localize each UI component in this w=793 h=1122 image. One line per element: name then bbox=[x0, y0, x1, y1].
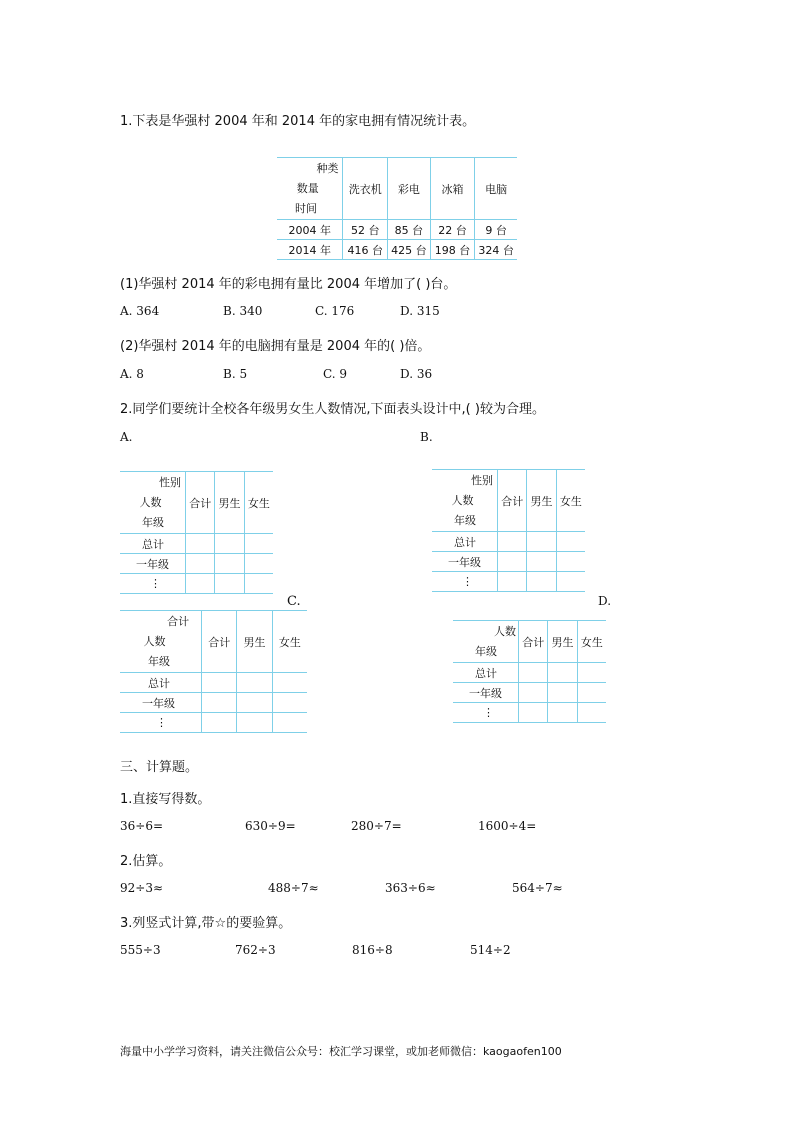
question-1-title: 1.下表是华强村 2004 年和 2014 年的家电拥有情况统计表。 bbox=[120, 114, 476, 129]
table-cell: 324 台 bbox=[475, 240, 517, 260]
header-option-d-table bbox=[453, 620, 606, 723]
row-label: ⋮ bbox=[453, 703, 519, 723]
row-label: 总计 bbox=[120, 673, 202, 693]
column-header: 男生 bbox=[215, 472, 244, 534]
column-header: 女生 bbox=[272, 611, 307, 673]
calc-item: 1600÷4= bbox=[478, 819, 537, 833]
choice-c-label: C. bbox=[287, 594, 301, 609]
header-quantity: 数量 bbox=[296, 181, 319, 195]
row-label: 一年级 bbox=[120, 693, 202, 713]
column-header: 女生 bbox=[556, 470, 585, 532]
subquestion-2: (2)华强村 2014 年的电脑拥有量是 2004 年的( )倍。 bbox=[120, 339, 431, 354]
choice-a-label: A. bbox=[120, 430, 133, 444]
column-header: 合计 bbox=[202, 611, 237, 673]
diagonal-header bbox=[277, 158, 343, 220]
diagonal-header bbox=[432, 470, 498, 532]
header-grade: 年级 bbox=[142, 515, 164, 529]
calc-item: 363÷6≈ bbox=[385, 881, 436, 895]
calc-item: 630÷9= bbox=[245, 819, 296, 833]
table-cell: 425 台 bbox=[388, 240, 431, 260]
header-option-c-table bbox=[120, 610, 307, 733]
header-gender: 性别 bbox=[471, 473, 494, 487]
calc-1-title: 1.直接写得数。 bbox=[120, 792, 211, 807]
column-header: 合计 bbox=[186, 472, 215, 534]
header-count: 人数 bbox=[494, 624, 517, 638]
table-row bbox=[432, 552, 585, 572]
diagonal-header bbox=[120, 472, 186, 534]
option-d: D. 36 bbox=[400, 367, 433, 381]
column-header: 冰箱 bbox=[430, 158, 475, 220]
table-cell: 22 台 bbox=[430, 220, 475, 240]
diagonal-header bbox=[120, 611, 202, 673]
column-header: 男生 bbox=[237, 611, 272, 673]
question-2-title: 2.同学们要统计全校各年级男女生人数情况,下面表头设计中,( )较为合理。 bbox=[120, 402, 545, 417]
header-gender: 性别 bbox=[159, 475, 182, 489]
row-label: ⋮ bbox=[120, 713, 202, 733]
footer-note: 海量中小学学习资料，请关注微信公众号：校汇学习课堂，或加老师微信：kaogaofen100 bbox=[120, 1045, 562, 1058]
option-b: B. 5 bbox=[223, 367, 248, 381]
row-label: ⋮ bbox=[432, 572, 498, 592]
row-label: ⋮ bbox=[120, 574, 186, 594]
calc-item: 564÷7≈ bbox=[512, 881, 563, 895]
column-header: 男生 bbox=[548, 621, 577, 663]
row-label: 总计 bbox=[120, 534, 186, 554]
appliance-table bbox=[277, 157, 517, 260]
option-a: A. 8 bbox=[120, 367, 144, 381]
table-row bbox=[120, 534, 273, 554]
table-row bbox=[432, 532, 585, 552]
option-d: D. 315 bbox=[400, 304, 440, 318]
table-cell: 416 台 bbox=[343, 240, 388, 260]
table-row bbox=[277, 240, 517, 260]
calc-item: 36÷6= bbox=[120, 819, 164, 833]
choice-d-label: D. bbox=[598, 594, 612, 608]
option-c: C. 176 bbox=[315, 304, 355, 318]
table-row bbox=[120, 554, 273, 574]
calc-item: 514÷2 bbox=[470, 943, 511, 957]
table-cell: 85 台 bbox=[388, 220, 431, 240]
row-label: 总计 bbox=[432, 532, 498, 552]
column-header: 洗衣机 bbox=[343, 158, 388, 220]
header-time: 时间 bbox=[295, 201, 317, 215]
calc-item: 280÷7= bbox=[351, 819, 402, 833]
table-row bbox=[453, 703, 606, 723]
calc-3-title: 3.列竖式计算,带☆的要验算。 bbox=[120, 916, 292, 931]
calc-item: 488÷7≈ bbox=[268, 881, 319, 895]
subquestion-1: (1)华强村 2014 年的彩电拥有量比 2004 年增加了( )台。 bbox=[120, 277, 457, 292]
option-a: A. 364 bbox=[120, 304, 160, 318]
header-total: 合计 bbox=[167, 614, 190, 628]
choice-b-label: B. bbox=[420, 430, 433, 444]
diagonal-header bbox=[453, 621, 519, 663]
row-label: 2014 年 bbox=[277, 240, 343, 260]
table-cell: 9 台 bbox=[475, 220, 517, 240]
calc-item: 92÷3≈ bbox=[120, 881, 164, 895]
calc-item: 762÷3 bbox=[235, 943, 276, 957]
table-cell: 52 台 bbox=[343, 220, 388, 240]
column-header: 女生 bbox=[577, 621, 606, 663]
header-count: 人数 bbox=[143, 634, 166, 648]
calc-item: 555÷3 bbox=[120, 943, 161, 957]
option-c: C. 9 bbox=[323, 367, 348, 381]
table-row bbox=[453, 663, 606, 683]
table-cell: 198 台 bbox=[430, 240, 475, 260]
table-row bbox=[277, 220, 517, 240]
column-header: 合计 bbox=[498, 470, 527, 532]
row-label: 一年级 bbox=[453, 683, 519, 703]
header-grade: 年级 bbox=[475, 644, 497, 658]
header-grade: 年级 bbox=[148, 654, 170, 668]
section-3-title: 三、计算题。 bbox=[120, 760, 199, 775]
header-grade: 年级 bbox=[454, 513, 476, 527]
table-row bbox=[120, 673, 307, 693]
header-count: 人数 bbox=[139, 495, 162, 509]
table-row bbox=[120, 713, 307, 733]
column-header: 电脑 bbox=[475, 158, 517, 220]
row-label: 2004 年 bbox=[277, 220, 343, 240]
header-option-a-table bbox=[120, 471, 273, 594]
header-count: 人数 bbox=[451, 493, 474, 507]
column-header: 彩电 bbox=[388, 158, 431, 220]
header-kind: 种类 bbox=[316, 161, 339, 175]
column-header: 合计 bbox=[519, 621, 548, 663]
option-b: B. 340 bbox=[223, 304, 263, 318]
row-label: 一年级 bbox=[432, 552, 498, 572]
row-label: 总计 bbox=[453, 663, 519, 683]
column-header: 男生 bbox=[527, 470, 556, 532]
table-row bbox=[120, 693, 307, 713]
table-row bbox=[432, 572, 585, 592]
table-row bbox=[120, 574, 273, 594]
column-header: 女生 bbox=[244, 472, 273, 534]
calc-2-title: 2.估算。 bbox=[120, 854, 172, 869]
calc-item: 816÷8 bbox=[352, 943, 393, 957]
table-row bbox=[453, 683, 606, 703]
row-label: 一年级 bbox=[120, 554, 186, 574]
header-option-b-table bbox=[432, 469, 585, 592]
